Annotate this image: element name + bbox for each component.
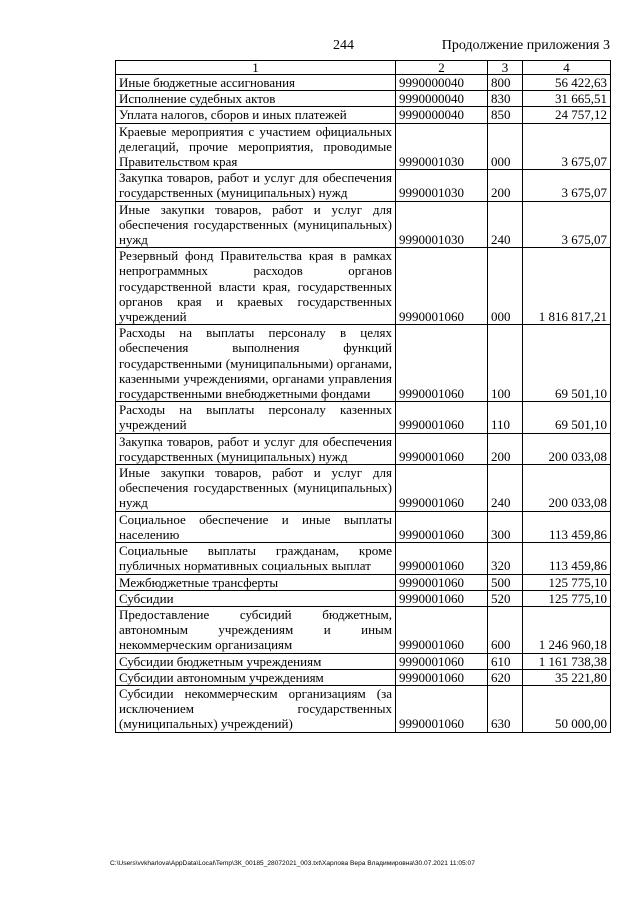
table-row xyxy=(116,574,611,590)
row-name: Субсидии автономным учреждениям xyxy=(116,669,396,685)
row-sum: 56 422,63 xyxy=(523,75,611,91)
row-name: Субсидии некоммерческим организациям (за исключением государственных (муниципальных) учреждений) xyxy=(116,685,396,732)
row-name: Субсидии бюджетным учреждениям xyxy=(116,653,396,669)
row-code: 9990001060 xyxy=(396,574,488,590)
row-code: 9990001060 xyxy=(396,669,488,685)
row-code: 9990001060 xyxy=(396,433,488,464)
row-code: 9990000040 xyxy=(396,107,488,123)
table-row xyxy=(116,669,611,685)
row-sum: 3 675,07 xyxy=(523,123,611,170)
continuation-label: Продолжение приложения 3 xyxy=(441,38,610,53)
row-sum: 50 000,00 xyxy=(523,685,611,732)
row-name: Предоставление субсидий бюджетным, автономным учреждениям и иным некоммерческим организациям xyxy=(116,606,396,653)
row-name: Резервный фонд Правительства края в рамках непрограммных расходов органов государственной власти края, государственных органов края и краевых государственных учреждений xyxy=(116,248,396,325)
row-type: 110 xyxy=(488,402,523,433)
table-row xyxy=(116,590,611,606)
row-sum: 1 816 817,21 xyxy=(523,248,611,325)
row-name: Исполнение судебных актов xyxy=(116,91,396,107)
table-row xyxy=(116,170,611,201)
budget-table xyxy=(115,60,611,733)
table-row xyxy=(116,543,611,574)
table-row xyxy=(116,107,611,123)
row-sum: 69 501,10 xyxy=(523,325,611,402)
row-name: Субсидии xyxy=(116,590,396,606)
row-type: 200 xyxy=(488,170,523,201)
row-type: 100 xyxy=(488,325,523,402)
row-name: Социальное обеспечение и иные выплаты населению xyxy=(116,511,396,542)
row-sum: 1 246 960,18 xyxy=(523,606,611,653)
column-header: 4 xyxy=(523,61,611,75)
table-row xyxy=(116,91,611,107)
row-sum: 113 459,86 xyxy=(523,543,611,574)
footer-file-path: C:\Users\vvkharlova\AppData\Local\Temp\ЗК_00185_28072021_003.txt\Харлова Вера Владимировна\30.07.2021 11:05:07 xyxy=(110,860,475,867)
row-code: 9990001060 xyxy=(396,511,488,542)
row-name: Уплата налогов, сборов и иных платежей xyxy=(116,107,396,123)
row-sum: 35 221,80 xyxy=(523,669,611,685)
row-type: 630 xyxy=(488,685,523,732)
row-code: 9990000040 xyxy=(396,75,488,91)
row-sum: 1 161 738,38 xyxy=(523,653,611,669)
row-code: 9990001060 xyxy=(396,653,488,669)
column-header: 3 xyxy=(488,61,523,75)
row-type: 610 xyxy=(488,653,523,669)
table-row xyxy=(116,685,611,732)
column-header: 1 xyxy=(116,61,396,75)
table-row xyxy=(116,465,611,512)
row-name: Краевые мероприятия с участием официальных делегаций, прочие мероприятия, проводимые Правительством края xyxy=(116,123,396,170)
row-type: 500 xyxy=(488,574,523,590)
table-row xyxy=(116,653,611,669)
row-sum: 69 501,10 xyxy=(523,402,611,433)
row-sum: 125 775,10 xyxy=(523,590,611,606)
row-code: 9990001060 xyxy=(396,606,488,653)
table-row xyxy=(116,325,611,402)
row-code: 9990001060 xyxy=(396,465,488,512)
row-code: 9990001030 xyxy=(396,170,488,201)
table-row xyxy=(116,75,611,91)
row-code: 9990001060 xyxy=(396,590,488,606)
row-type: 620 xyxy=(488,669,523,685)
row-type: 240 xyxy=(488,201,523,248)
row-type: 240 xyxy=(488,465,523,512)
row-type: 200 xyxy=(488,433,523,464)
row-name: Закупка товаров, работ и услуг для обеспечения государственных (муниципальных) нужд xyxy=(116,170,396,201)
table-row xyxy=(116,248,611,325)
table-row xyxy=(116,433,611,464)
table-row xyxy=(116,511,611,542)
row-code: 9990001060 xyxy=(396,248,488,325)
row-type: 520 xyxy=(488,590,523,606)
table-row xyxy=(116,123,611,170)
row-sum: 3 675,07 xyxy=(523,170,611,201)
row-sum: 200 033,08 xyxy=(523,465,611,512)
row-name: Межбюджетные трансферты xyxy=(116,574,396,590)
row-code: 9990001060 xyxy=(396,543,488,574)
row-code: 9990001030 xyxy=(396,201,488,248)
row-code: 9990001060 xyxy=(396,685,488,732)
row-name: Социальные выплаты гражданам, кроме публичных нормативных социальных выплат xyxy=(116,543,396,574)
row-sum: 3 675,07 xyxy=(523,201,611,248)
row-name: Иные бюджетные ассигнования xyxy=(116,75,396,91)
row-sum: 31 665,51 xyxy=(523,91,611,107)
row-type: 830 xyxy=(488,91,523,107)
table-row xyxy=(116,201,611,248)
row-type: 600 xyxy=(488,606,523,653)
table-header-row xyxy=(116,61,611,75)
row-type: 000 xyxy=(488,123,523,170)
row-code: 9990001060 xyxy=(396,325,488,402)
row-sum: 113 459,86 xyxy=(523,511,611,542)
table-row xyxy=(116,606,611,653)
row-sum: 200 033,08 xyxy=(523,433,611,464)
row-name: Расходы на выплаты персоналу казенных учреждений xyxy=(116,402,396,433)
table-row xyxy=(116,402,611,433)
row-code: 9990001030 xyxy=(396,123,488,170)
row-name: Расходы на выплаты персоналу в целях обеспечения выполнения функций государственными (муниципальными) органами, казенными учреждениями, органами управления государственными внебюджетными фондами xyxy=(116,325,396,402)
row-sum: 24 757,12 xyxy=(523,107,611,123)
row-name: Иные закупки товаров, работ и услуг для обеспечения государственных (муниципальных) нужд xyxy=(116,201,396,248)
column-header: 2 xyxy=(396,61,488,75)
page-number: 244 xyxy=(333,38,354,53)
row-type: 800 xyxy=(488,75,523,91)
row-code: 9990000040 xyxy=(396,91,488,107)
row-type: 850 xyxy=(488,107,523,123)
row-name: Иные закупки товаров, работ и услуг для обеспечения государственных (муниципальных) нужд xyxy=(116,465,396,512)
row-type: 000 xyxy=(488,248,523,325)
row-type: 320 xyxy=(488,543,523,574)
row-sum: 125 775,10 xyxy=(523,574,611,590)
table-body xyxy=(116,75,611,733)
row-name: Закупка товаров, работ и услуг для обеспечения государственных (муниципальных) нужд xyxy=(116,433,396,464)
row-code: 9990001060 xyxy=(396,402,488,433)
row-type: 300 xyxy=(488,511,523,542)
